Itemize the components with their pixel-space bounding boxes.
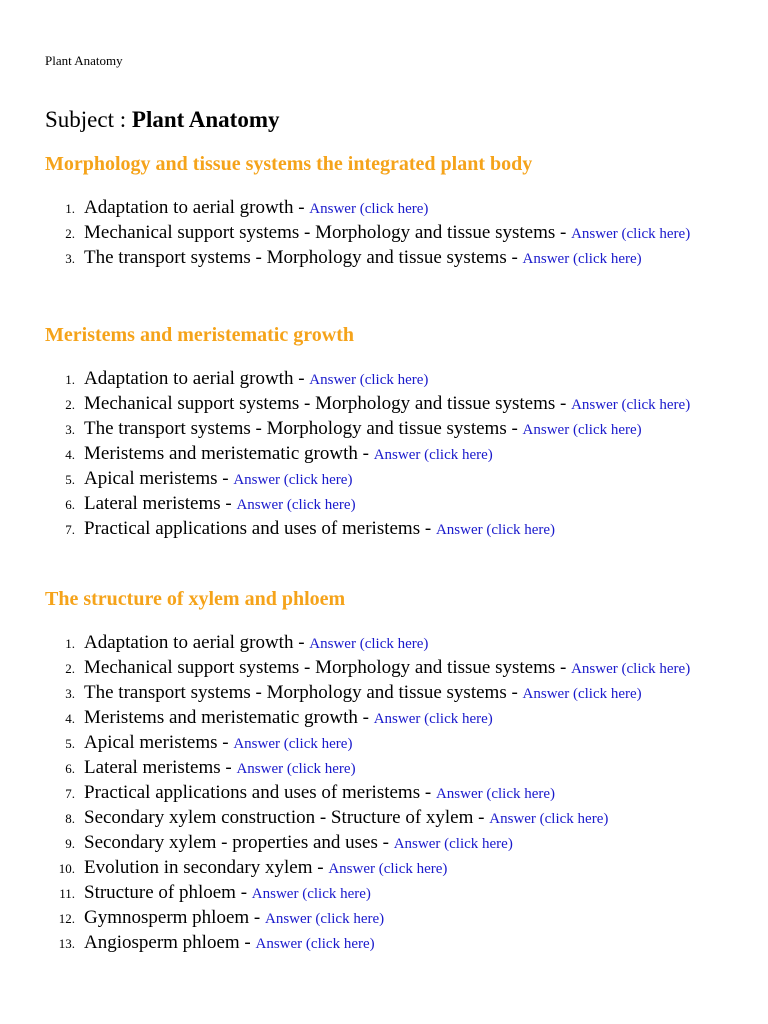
answer-link[interactable]: Answer (click here) <box>236 497 356 513</box>
item-number: 2. <box>65 397 75 412</box>
item-number: 4. <box>65 447 75 462</box>
item-number: 2. <box>65 661 75 676</box>
answer-link[interactable]: Answer (click here) <box>255 936 375 952</box>
item-text: Apical meristems - <box>84 732 234 753</box>
item-text: Evolution in secondary xylem - <box>84 857 329 878</box>
answer-link[interactable]: Answer (click here) <box>435 786 556 802</box>
item-text: Lateral meristems - <box>84 493 237 514</box>
list-item <box>45 197 710 220</box>
item-number: 9. <box>65 836 75 851</box>
item-number: 5. <box>65 472 75 487</box>
item-number: 10. <box>58 861 75 876</box>
subject-prefix: Subject : <box>45 107 132 132</box>
answer-link[interactable]: Answer (click here) <box>373 447 493 463</box>
item-number: 5. <box>65 736 75 751</box>
answer-link[interactable]: Answer (click here) <box>571 661 691 677</box>
answer-link[interactable]: Answer (click here) <box>233 736 353 752</box>
answer-link[interactable]: Answer (click here) <box>571 226 691 242</box>
topic-list <box>45 632 710 957</box>
list-item <box>45 682 710 705</box>
item-text: Lateral meristems - <box>84 757 237 778</box>
answer-link[interactable]: Answer (click here) <box>309 372 429 388</box>
list-item <box>45 657 710 680</box>
item-number: 3. <box>65 251 75 266</box>
subject-title: Plant Anatomy <box>131 107 280 132</box>
item-text: Adaptation to aerial growth - <box>84 632 310 653</box>
answer-link[interactable]: Answer (click here) <box>251 886 371 902</box>
item-text: Adaptation to aerial growth - <box>84 368 310 389</box>
item-number: 3. <box>65 422 75 437</box>
subject-line <box>45 106 279 134</box>
list-item <box>45 393 710 416</box>
list-item <box>45 807 710 830</box>
answer-link[interactable]: Answer (click here) <box>236 761 356 777</box>
topic-list <box>45 368 710 543</box>
answer-link[interactable]: Answer (click here) <box>522 422 642 438</box>
item-number: 7. <box>65 786 75 801</box>
answer-link[interactable]: Answer (click here) <box>328 861 448 877</box>
list-item <box>45 882 710 905</box>
list-item <box>45 907 710 930</box>
item-number: 1. <box>65 636 75 651</box>
item-text: The transport systems - Morphology and tissue systems - <box>84 418 523 439</box>
answer-link[interactable]: Answer (click here) <box>435 522 556 538</box>
list-item <box>45 757 710 780</box>
list-item <box>45 832 710 855</box>
list-item <box>45 418 710 441</box>
item-text: Meristems and meristematic growth - <box>84 707 374 728</box>
item-number: 7. <box>65 522 75 537</box>
answer-link[interactable]: Answer (click here) <box>571 397 691 413</box>
item-number: 11. <box>59 886 75 901</box>
answer-link[interactable]: Answer (click here) <box>233 472 353 488</box>
item-number: 13. <box>58 936 75 951</box>
list-item <box>45 782 710 805</box>
item-text: Angiosperm phloem - <box>84 932 256 953</box>
list-item <box>45 932 710 955</box>
item-text: Apical meristems - <box>84 468 234 489</box>
answer-link[interactable]: Answer (click here) <box>489 811 609 827</box>
answer-link[interactable]: Answer (click here) <box>309 636 429 652</box>
item-text: Adaptation to aerial growth - <box>84 197 310 218</box>
list-item <box>45 518 710 541</box>
section-heading: The structure of xylem and phloem <box>45 588 346 610</box>
topic-list <box>45 197 710 272</box>
answer-link[interactable]: Answer (click here) <box>373 711 493 727</box>
item-text: Mechanical support systems - Morphology and tissue systems - <box>84 657 572 678</box>
item-text: Practical applications and uses of meristems - <box>84 518 436 539</box>
item-number: 12. <box>58 911 75 926</box>
item-number: 2. <box>65 226 75 241</box>
item-text: The transport systems - Morphology and tissue systems - <box>84 682 523 703</box>
item-text: Gymnosperm phloem - <box>84 907 266 928</box>
list-item <box>45 732 710 755</box>
item-number: 6. <box>65 761 75 776</box>
section-heading: Morphology and tissue systems the integrated plant body <box>45 153 533 175</box>
answer-link[interactable]: Answer (click here) <box>522 686 642 702</box>
answer-link[interactable]: Answer (click here) <box>309 201 429 217</box>
item-number: 3. <box>65 686 75 701</box>
list-item <box>45 468 710 491</box>
item-number: 1. <box>65 372 75 387</box>
item-text: Mechanical support systems - Morphology and tissue systems - <box>84 393 572 414</box>
answer-link[interactable]: Answer (click here) <box>393 836 513 852</box>
item-text: Meristems and meristematic growth - <box>84 443 374 464</box>
answer-link[interactable]: Answer (click here) <box>265 911 385 927</box>
list-item <box>45 632 710 655</box>
item-text: Structure of phloem - <box>84 882 252 903</box>
item-text: Secondary xylem construction - Structure of xylem - <box>84 807 490 828</box>
answer-link[interactable]: Answer (click here) <box>522 251 642 267</box>
list-item <box>45 368 710 391</box>
list-item <box>45 857 710 880</box>
item-number: 1. <box>65 201 75 216</box>
list-item <box>45 247 710 270</box>
list-item <box>45 443 710 466</box>
item-number: 6. <box>65 497 75 512</box>
running-header: Plant Anatomy <box>45 53 123 68</box>
list-item <box>45 493 710 516</box>
section-heading: Meristems and meristematic growth <box>45 324 354 346</box>
item-number: 4. <box>65 711 75 726</box>
list-item <box>45 707 710 730</box>
item-text: The transport systems - Morphology and tissue systems - <box>84 247 523 268</box>
item-text: Secondary xylem - properties and uses - <box>84 832 394 853</box>
item-text: Mechanical support systems - Morphology and tissue systems - <box>84 222 572 243</box>
item-text: Practical applications and uses of meristems - <box>84 782 436 803</box>
item-number: 8. <box>65 811 75 826</box>
list-item <box>45 222 710 245</box>
